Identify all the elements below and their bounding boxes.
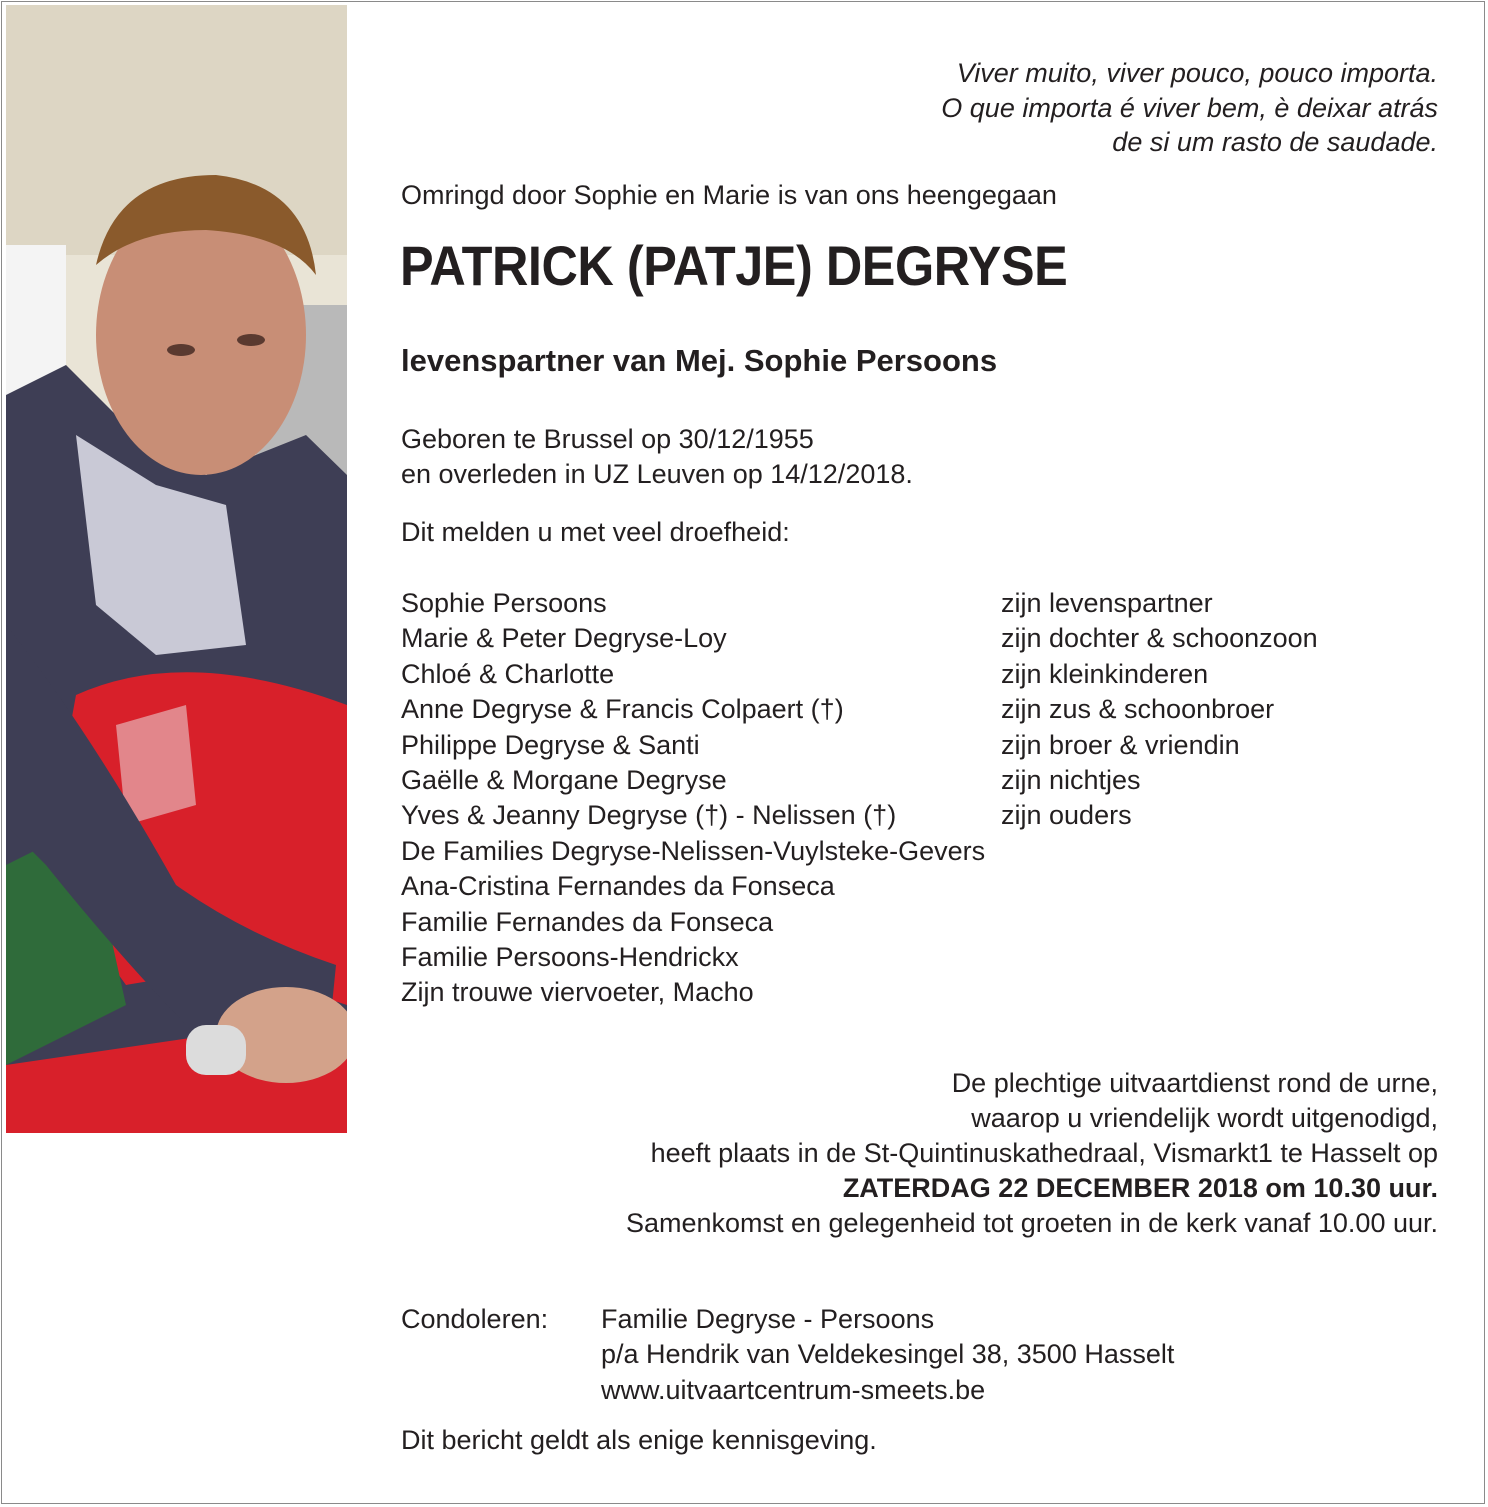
relative-relation: zijn levenspartner (1001, 588, 1213, 618)
service-date: ZATERDAG 22 DECEMBER 2018 om 10.30 uur. (842, 1173, 1438, 1203)
relative-name: Yves & Jeanny Degryse (†) - Nelissen (†) (401, 800, 897, 831)
relative-row (401, 621, 1318, 656)
relative-name: Zijn trouwe viervoeter, Macho (401, 977, 754, 1008)
quote-line: O que importa é viver bem, è deixar atrás (941, 92, 1438, 123)
deceased-name: PATRICK (PATJE) DEGRYSE (400, 234, 1068, 297)
relative-row (401, 728, 1318, 763)
relative-row (401, 586, 1318, 621)
announcement-line: Dit melden u met veel droefheid: (401, 517, 790, 547)
condolences-row (401, 1373, 1174, 1408)
relative-name: Ana-Cristina Fernandes da Fonseca (401, 871, 835, 902)
service-line: Samenkomst en gelegenheid tot groeten in de kerk vanaf 10.00 uur. (625, 1208, 1438, 1238)
condolences-website-link[interactable]: www.uitvaartcentrum-smeets.be (601, 1374, 986, 1405)
condolences-row (401, 1302, 1174, 1337)
relative-name: Gaëlle & Morgane Degryse (401, 764, 727, 795)
condolences-label: Condoleren: (401, 1304, 549, 1334)
relative-name: Familie Fernandes da Fonseca (401, 906, 774, 937)
condolences-row (401, 1337, 1174, 1372)
relative-relation: zijn ouders (1001, 800, 1132, 831)
birth-line: Geboren te Brussel op 30/12/1955 (401, 424, 814, 454)
relative-name: Sophie Persoons (401, 588, 607, 618)
relative-row (401, 763, 1318, 798)
relative-relation: zijn nichtjes (1001, 764, 1141, 795)
relative-name: Chloé & Charlotte (401, 658, 615, 689)
condolences-block (401, 1302, 1174, 1408)
relative-row (401, 834, 1318, 869)
quote-line: Viver muito, viver pouco, pouco importa. (956, 58, 1438, 88)
death-line: en overleden in UZ Leuven op 14/12/2018. (401, 458, 913, 489)
portrait-photo (6, 5, 347, 1133)
relative-relation: zijn dochter & schoonzoon (1001, 623, 1318, 654)
service-line: heeft plaats in de St-Quintinuskathedraal, Vismarkt1 te Hasselt op (650, 1138, 1438, 1168)
closing-note: Dit bericht geldt als enige kennisgeving. (401, 1425, 877, 1455)
relative-row (401, 905, 1318, 940)
relative-row (401, 869, 1318, 904)
relative-relation: zijn kleinkinderen (1001, 658, 1209, 689)
intro-text: Omringd door Sophie en Marie is van ons heengegaan (401, 180, 1057, 210)
relative-row (401, 798, 1318, 833)
service-line: De plechtige uitvaartdienst rond de urne, (951, 1068, 1438, 1098)
relative-name: De Families Degryse-Nelissen-Vuylsteke-Gevers (401, 835, 986, 866)
condolences-family: Familie Degryse - Persoons (601, 1304, 935, 1334)
relative-relation: zijn broer & vriendin (1001, 729, 1240, 760)
service-line: waarop u vriendelijk wordt uitgenodigd, (971, 1103, 1438, 1133)
partner-line: levenspartner van Mej. Sophie Persoons (401, 343, 998, 378)
relative-row (401, 657, 1318, 692)
relative-row (401, 975, 1318, 1010)
relatives-list (401, 586, 1318, 1011)
portrait-image (6, 5, 347, 1133)
relative-name: Familie Persoons-Hendrickx (401, 941, 739, 972)
relative-name: Anne Degryse & Francis Colpaert (†) (401, 694, 844, 725)
condolences-address: p/a Hendrik van Veldekesingel 38, 3500 Hasselt (601, 1339, 1175, 1370)
quote-line: de si um rasto de saudade. (1112, 127, 1438, 157)
relative-relation: zijn zus & schoonbroer (1001, 694, 1275, 725)
relative-row (401, 692, 1318, 727)
portuguese-quote (738, 56, 1438, 160)
life-dates (401, 422, 913, 491)
funeral-service-info (438, 1066, 1438, 1241)
relative-row (401, 940, 1318, 975)
relative-name: Marie & Peter Degryse-Loy (401, 623, 727, 654)
relative-name: Philippe Degryse & Santi (401, 729, 700, 760)
